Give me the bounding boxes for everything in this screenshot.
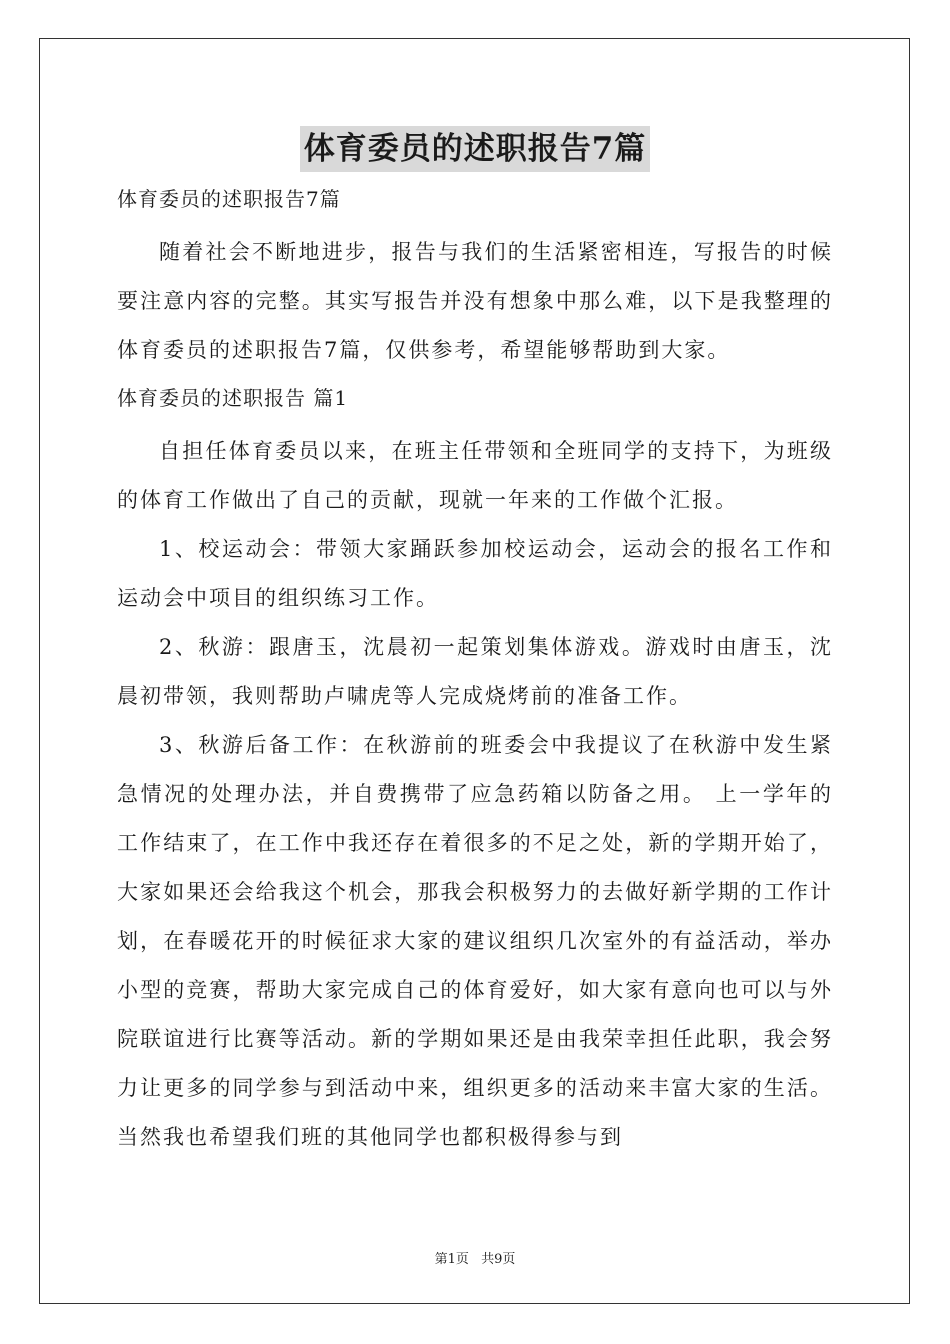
page-total: 共9页 [481,1252,516,1267]
section-heading: 体育委员的述职报告 篇1 [117,386,349,410]
title-container [0,126,950,172]
section-paragraph-1: 自担任体育委员以来，在班主任带领和全班同学的支持下，为班级的体育工作做出了自己的贡献，现就一年来的工作做个汇报。 [117,439,833,512]
section-paragraph-3: 2、秋游：跟唐玉，沈晨初一起策划集体游戏。游戏时由唐玉，沈晨初带领，我则帮助卢啸虎等人完成烧烤前的准备工作。 [117,635,833,708]
page-footer [0,1248,950,1267]
section-paragraph-4: 3、秋游后备工作：在秋游前的班委会中我提议了在秋游中发生紧急情况的处理办法，并自费携带了应急药箱以防备之用。 上一学年的工作结束了，在工作中我还存在着很多的不足之处，新的学期开始了，大家如果还会给我这个机会，那我会积极努力的去做好新学期的工作计划，在春暖花开的时候征求大家的建议组织几次室外的有益活动，举办小型的竞赛，帮助大家完成自己的体育爱好，如大家有意向也可以与外院联谊进行比赛等活动。新的学期如果还是由我荣幸担任此职，我会努力让更多的同学参与到活动中来，组织更多的活动来丰富大家的生活。当然我也希望我们班的其他同学也都积极得参与到 [117,733,833,1149]
document-title: 体育委员的述职报告7篇 [300,126,651,172]
page-number: 第1页 [434,1252,469,1267]
intro-paragraph: 随着社会不断地进步，报告与我们的生活紧密相连，写报告的时候要注意内容的完整。其实写报告并没有想象中那么难，以下是我整理的体育委员的述职报告7篇，仅供参考，希望能够帮助到大家。 [117,240,833,362]
section-paragraph-2: 1、校运动会：带领大家踊跃参加校运动会，运动会的报名工作和运动会中项目的组织练习工作。 [117,537,833,610]
document-subtitle: 体育委员的述职报告7篇 [117,187,341,211]
document-body [117,180,833,1162]
